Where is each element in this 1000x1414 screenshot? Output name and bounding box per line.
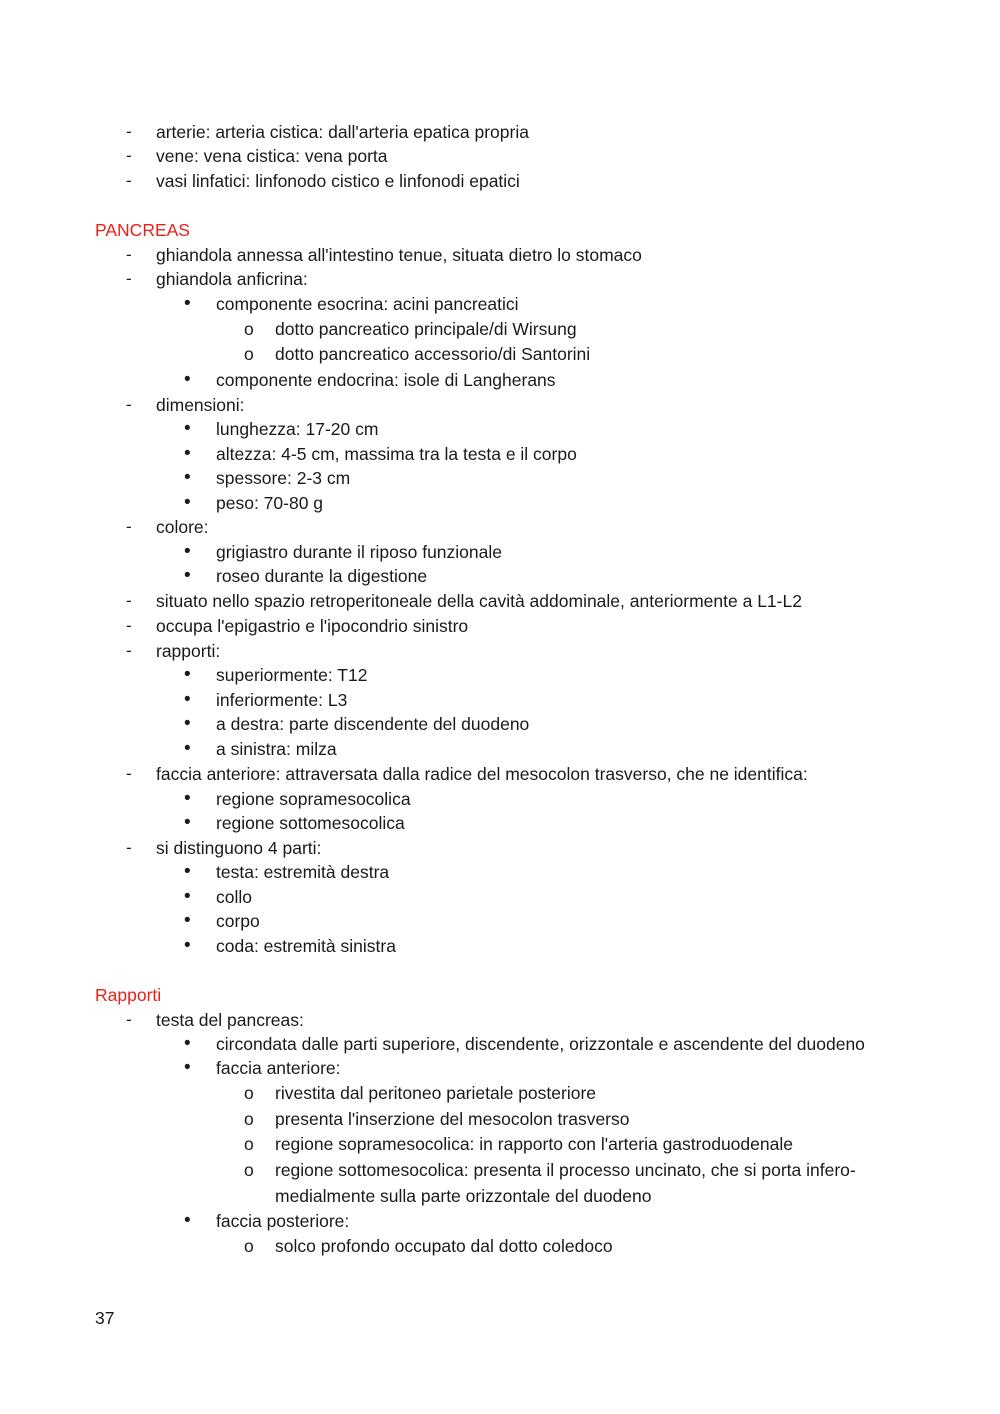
- bullet-marker: •: [184, 738, 191, 759]
- page-number: 37: [95, 1308, 115, 1328]
- bullet-marker: •: [184, 1210, 191, 1231]
- list-item-level-1: vene: vena cistica: vena porta: [156, 146, 388, 166]
- list-item-level-1: ghiandola annessa all'intestino tenue, situata dietro lo stomaco: [156, 245, 642, 265]
- bullet-marker: •: [184, 689, 191, 710]
- circle-marker: o: [244, 1236, 254, 1256]
- list-item-level-3: regione sottomesocolica: presenta il processo uncinato, che si porta infero-: [275, 1160, 856, 1180]
- list-item-level-2: collo: [216, 887, 252, 907]
- dash-marker: -: [126, 764, 132, 783]
- list-item-continuation: medialmente sulla parte orizzontale del duodeno: [275, 1186, 652, 1206]
- list-item-level-2: inferiormente: L3: [216, 690, 348, 710]
- bullet-marker: •: [184, 565, 191, 586]
- list-item-level-2: altezza: 4-5 cm, massima tra la testa e il corpo: [216, 444, 577, 464]
- list-item-level-1: si distinguono 4 parti:: [156, 838, 322, 858]
- dash-marker: -: [126, 838, 132, 857]
- bullet-marker: •: [184, 443, 191, 464]
- list-item-level-2: lunghezza: 17-20 cm: [216, 419, 379, 439]
- bullet-marker: •: [184, 935, 191, 956]
- circle-marker: o: [244, 1083, 254, 1103]
- list-item-level-1: colore:: [156, 517, 209, 537]
- circle-marker: o: [244, 1109, 254, 1129]
- list-item-level-2: componente endocrina: isole di Langherans: [216, 370, 556, 390]
- circle-marker: o: [244, 1134, 254, 1154]
- list-item-level-2: peso: 70-80 g: [216, 493, 324, 513]
- bullet-marker: •: [184, 910, 191, 931]
- list-item-level-2: regione sopramesocolica: [216, 789, 411, 809]
- list-item-level-2: regione sottomesocolica: [216, 813, 405, 833]
- list-item-level-3: rivestita dal peritoneo parietale posteriore: [275, 1083, 597, 1103]
- list-item-level-3: dotto pancreatico principale/di Wirsung: [275, 319, 577, 339]
- bullet-marker: •: [184, 1033, 191, 1054]
- bullet-marker: •: [184, 467, 191, 488]
- list-item-level-3: regione sopramesocolica: in rapporto con l'arteria gastroduodenale: [275, 1134, 793, 1154]
- list-item-level-2: testa: estremità destra: [216, 862, 390, 882]
- bullet-marker: •: [184, 369, 191, 390]
- bullet-marker: •: [184, 492, 191, 513]
- list-item-level-1: rapporti:: [156, 641, 221, 661]
- bullet-marker: •: [184, 713, 191, 734]
- bullet-marker: •: [184, 293, 191, 314]
- list-item-level-2: superiormente: T12: [216, 665, 368, 685]
- list-item-level-2: roseo durante la digestione: [216, 566, 428, 586]
- bullet-marker: •: [184, 1057, 191, 1078]
- dash-marker: -: [126, 245, 132, 264]
- list-item-level-2: coda: estremità sinistra: [216, 936, 396, 956]
- bullet-marker: •: [184, 812, 191, 833]
- list-item-level-2: faccia posteriore:: [216, 1211, 350, 1231]
- dash-marker: -: [126, 269, 132, 288]
- dash-marker: -: [126, 517, 132, 536]
- circle-marker: o: [244, 1160, 254, 1180]
- dash-marker: -: [126, 146, 132, 165]
- list-item-level-2: corpo: [216, 911, 260, 931]
- circle-marker: o: [244, 344, 254, 364]
- list-item-level-2: grigiastro durante il riposo funzionale: [216, 542, 502, 562]
- dash-marker: -: [126, 395, 132, 414]
- dash-marker: -: [126, 171, 132, 190]
- section-heading: Rapporti: [95, 985, 162, 1005]
- dash-marker: -: [126, 591, 132, 610]
- list-item-level-1: arterie: arteria cistica: dall'arteria epatica propria: [156, 122, 529, 142]
- section-heading: PANCREAS: [95, 220, 190, 240]
- list-item-level-2: faccia anteriore:: [216, 1058, 341, 1078]
- bullet-marker: •: [184, 861, 191, 882]
- list-item-level-3: presenta l'inserzione del mesocolon trasverso: [275, 1109, 630, 1129]
- list-item-level-1: testa del pancreas:: [156, 1010, 304, 1030]
- list-item-level-2: componente esocrina: acini pancreatici: [216, 294, 519, 314]
- dash-marker: -: [126, 1010, 132, 1029]
- list-item-level-3: dotto pancreatico accessorio/di Santorini: [275, 344, 591, 364]
- list-item-level-3: solco profondo occupato dal dotto coledoco: [275, 1236, 613, 1256]
- bullet-marker: •: [184, 418, 191, 439]
- bullet-marker: •: [184, 886, 191, 907]
- dash-marker: -: [126, 122, 132, 141]
- list-item-level-1: vasi linfatici: linfonodo cistico e linfonodi epatici: [156, 171, 520, 191]
- circle-marker: o: [244, 319, 254, 339]
- list-item-level-1: faccia anteriore: attraversata dalla radice del mesocolon trasverso, che ne identifica:: [156, 764, 808, 784]
- bullet-marker: •: [184, 541, 191, 562]
- list-item-level-1: occupa l'epigastrio e l'ipocondrio sinistro: [156, 616, 469, 636]
- bullet-marker: •: [184, 788, 191, 809]
- list-item-level-2: a sinistra: milza: [216, 739, 337, 759]
- list-item-level-2: a destra: parte discendente del duodeno: [216, 714, 530, 734]
- list-item-level-1: ghiandola anficrina:: [156, 269, 308, 289]
- list-item-level-2: circondata dalle parti superiore, discendente, orizzontale e ascendente del duodeno: [216, 1034, 865, 1054]
- bullet-marker: •: [184, 664, 191, 685]
- list-item-level-2: spessore: 2-3 cm: [216, 468, 351, 488]
- list-item-level-1: dimensioni:: [156, 395, 245, 415]
- dash-marker: -: [126, 616, 132, 635]
- dash-marker: -: [126, 641, 132, 660]
- list-item-level-1: situato nello spazio retroperitoneale della cavità addominale, anteriormente a L1-L2: [156, 591, 802, 611]
